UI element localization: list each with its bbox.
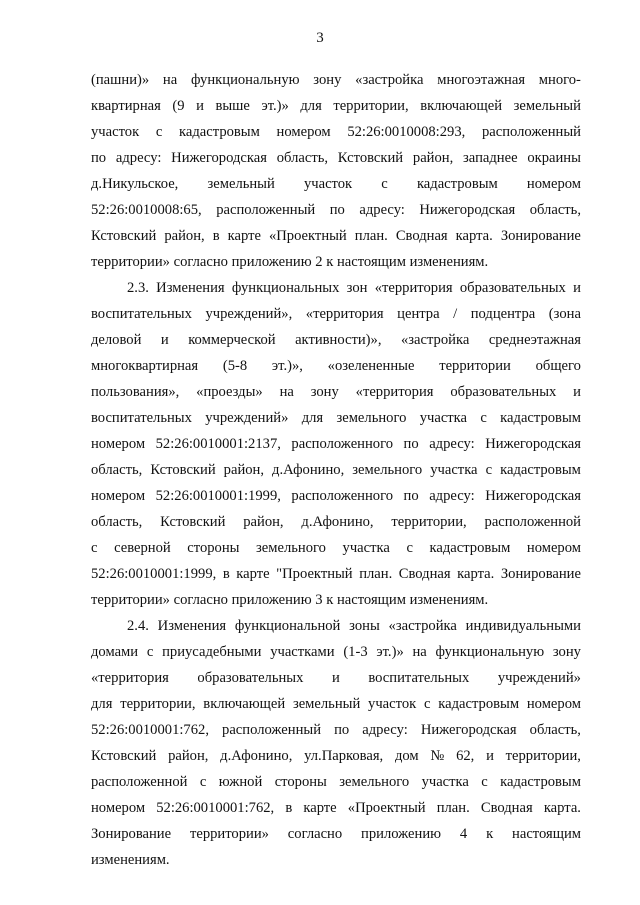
word: Сводная <box>395 228 448 244</box>
word: зон <box>346 280 368 296</box>
word: приложению <box>361 826 442 842</box>
word: многоэтажная <box>437 72 526 88</box>
word: и <box>573 280 581 296</box>
word: Зонирование <box>500 228 581 244</box>
word: учреждений» <box>497 670 581 686</box>
word: (5-8 <box>222 358 248 374</box>
word: 52:26:0010001:762, <box>156 800 275 816</box>
word: Зонирование <box>91 826 172 842</box>
word: земельный <box>292 696 361 712</box>
word: зону <box>313 72 342 88</box>
word: в <box>212 228 220 244</box>
paragraph-2-line-6 <box>91 408 581 428</box>
word: расположенный <box>481 124 581 140</box>
word: с <box>485 462 493 478</box>
word: дом <box>394 748 419 764</box>
word: кадастровым <box>416 176 498 192</box>
word: Нижегородская <box>485 436 581 452</box>
word: Нижегородская <box>419 202 516 218</box>
word: территории, <box>505 748 581 764</box>
word: по <box>329 202 345 218</box>
word: номером <box>526 176 581 192</box>
word: адресу: <box>359 202 405 218</box>
word: южной <box>218 774 263 790</box>
word: Изменения <box>157 618 227 634</box>
word: на <box>279 384 294 400</box>
paragraph-3-line-7 <box>91 772 581 792</box>
word: область, <box>91 514 143 530</box>
word: участка <box>430 462 478 478</box>
word: расположенной <box>484 514 581 530</box>
word: участок <box>91 124 140 140</box>
word: Кстовский <box>91 228 157 244</box>
word: выше <box>215 98 250 114</box>
paragraph-3-line-9 <box>91 824 581 844</box>
word: пользования», <box>91 384 180 400</box>
paragraph-3-line-5 <box>91 720 581 740</box>
paragraph-2-line-8 <box>91 460 581 480</box>
word: номером <box>91 800 146 816</box>
word: территории <box>439 358 511 374</box>
word: район, <box>223 462 265 478</box>
word: в <box>222 566 230 582</box>
paragraph-1-line-6 <box>91 200 581 220</box>
word: план. <box>436 800 470 816</box>
word: и <box>196 98 204 114</box>
word: Нижегородская <box>420 722 517 738</box>
paragraph-1-line-5 <box>91 174 581 194</box>
word: образовательных <box>450 384 557 400</box>
word: Кстовский <box>160 514 226 530</box>
word: адресу: <box>115 150 162 166</box>
word: зону <box>552 644 581 660</box>
word: по <box>91 150 107 166</box>
paragraph-2-line-13 <box>91 590 581 610</box>
word: по <box>334 722 350 738</box>
word: на <box>162 72 178 88</box>
word: "Проектный <box>276 566 353 582</box>
word: карта. <box>455 228 493 244</box>
word: «территория <box>355 384 434 400</box>
word: домами <box>91 644 139 660</box>
word: д.Афонино, <box>220 748 293 764</box>
word: образовательных <box>459 280 566 296</box>
word: для <box>91 696 113 712</box>
word: район, <box>168 748 209 764</box>
word: 52:26:0010001:762, <box>91 722 209 738</box>
word: активности)», <box>295 332 382 348</box>
word: (пашни)» <box>91 72 150 88</box>
word: стороны <box>187 540 240 556</box>
word: кадастровым <box>500 774 581 790</box>
word: Изменения <box>156 280 225 296</box>
word: Сводная <box>480 800 533 816</box>
word: участка <box>419 410 468 426</box>
word: расположенный <box>216 202 316 218</box>
word: для <box>301 410 324 426</box>
word: с <box>481 774 488 790</box>
word: зоны <box>349 618 380 634</box>
word: кадастровым <box>179 124 260 140</box>
word: для <box>300 98 322 114</box>
word: район, <box>164 228 205 244</box>
word: 2.4. <box>127 618 149 634</box>
word: (9 <box>172 98 185 114</box>
word: «территория <box>305 306 384 322</box>
word: «территория <box>374 280 453 296</box>
word: эт.)» <box>376 644 404 660</box>
word: подцентра <box>470 306 536 322</box>
word: к <box>486 826 494 842</box>
paragraph-1-line-2 <box>91 96 581 116</box>
paragraph-2-line-1 <box>127 278 581 298</box>
paragraph-3-line-8 <box>91 798 581 818</box>
paragraph-2-line-5 <box>91 382 581 402</box>
word: с <box>381 176 388 192</box>
word: участками <box>270 644 335 660</box>
word: 2.3. <box>127 280 149 296</box>
word: номером <box>91 488 146 504</box>
word: с <box>480 410 487 426</box>
word: «застройка <box>388 618 457 634</box>
paragraph-3-line-3 <box>91 668 581 688</box>
paragraph-3-line-10 <box>91 850 581 870</box>
word: приусадебными <box>162 644 262 660</box>
word: 52:26:0010001:2137, <box>155 436 281 452</box>
word: Кстовский <box>91 748 157 764</box>
word: на <box>412 644 427 660</box>
word: зону <box>310 384 339 400</box>
word: эт.)» <box>261 98 289 114</box>
word: воспитательных <box>91 410 192 426</box>
word: карте <box>303 800 337 816</box>
word: (зона <box>548 306 581 322</box>
word: номером <box>526 540 581 556</box>
word: территории, <box>333 98 409 114</box>
word: / <box>453 306 458 322</box>
paragraph-2-line-11 <box>91 538 581 558</box>
paragraph-2-line-3 <box>91 330 581 350</box>
word: западнее <box>463 150 518 166</box>
paragraph-3-line-4 <box>91 694 581 714</box>
word: среднеэтажная <box>488 332 581 348</box>
word: адресу: <box>429 488 475 504</box>
paragraph-2-line-10 <box>91 512 581 532</box>
word: номером <box>276 124 331 140</box>
word: функциональную <box>435 644 545 660</box>
word: кадастровым <box>429 540 511 556</box>
paragraph-3-line-1 <box>127 616 581 636</box>
word: область, <box>276 150 328 166</box>
word: карта. <box>457 566 495 582</box>
word: «Проектный <box>347 800 426 816</box>
word: функциональную <box>190 72 300 88</box>
word: 52:26:0010008:293, <box>347 124 466 140</box>
word: область, <box>91 462 143 478</box>
word: с <box>91 540 98 556</box>
word: стороны <box>274 774 327 790</box>
word: с <box>424 696 431 712</box>
word: кадастровым <box>500 462 581 478</box>
word: по <box>403 436 419 452</box>
word: план. <box>359 566 393 582</box>
word: и <box>573 384 581 400</box>
word: область, <box>529 202 581 218</box>
word: много- <box>538 72 581 88</box>
word: по <box>403 488 419 504</box>
word: коммерческой <box>188 332 276 348</box>
paragraph-2-line-12 <box>91 564 581 584</box>
word: 52:26:0010008:65, <box>91 202 202 218</box>
page-number: 3 <box>316 30 324 46</box>
word: Кстовский <box>150 462 216 478</box>
paragraph-2-line-2 <box>91 304 581 324</box>
word: образовательных <box>197 670 304 686</box>
word: «застройка <box>400 332 470 348</box>
word: адресу: <box>362 722 408 738</box>
word: «территория <box>91 670 169 686</box>
word: Кстовский <box>337 150 404 166</box>
paragraph-1-line-8 <box>91 252 581 272</box>
word: изменениям. <box>91 852 170 868</box>
word: адресу: <box>429 436 475 452</box>
word: эт.)», <box>271 358 303 374</box>
paragraph-2-line-9 <box>91 486 581 506</box>
paragraph-1-line-4 <box>91 148 581 168</box>
paragraph-1-line-3 <box>91 122 581 142</box>
word: земельного <box>256 540 326 556</box>
word: номером <box>91 436 146 452</box>
word: д.Афонино, <box>272 462 345 478</box>
word: Нижегородская <box>485 488 581 504</box>
word: включающей <box>203 696 286 712</box>
word: район, <box>243 514 284 530</box>
word: воспитательных <box>368 670 470 686</box>
word: территории» согласно приложению 2 к настоящим изменениям. <box>91 254 489 270</box>
word: территории, <box>391 514 467 530</box>
word: Сводная <box>398 566 451 582</box>
word: функциональных <box>231 280 340 296</box>
paragraph-1-line-1 <box>91 70 581 90</box>
word: «застройка <box>355 72 424 88</box>
word: расположенный <box>222 722 322 738</box>
word: кадастровым <box>500 410 581 426</box>
word: расположенного <box>291 436 394 452</box>
word: 62, <box>456 748 475 764</box>
word: земельного <box>336 410 407 426</box>
word: д.Никульское, <box>91 176 179 192</box>
paragraph-2-line-4 <box>91 356 581 376</box>
word: «Проектный <box>268 228 347 244</box>
word: в <box>285 800 293 816</box>
word: территории» <box>189 826 269 842</box>
word: согласно <box>287 826 343 842</box>
word: номером <box>526 696 581 712</box>
word: расположенной <box>91 774 188 790</box>
word: с <box>406 540 413 556</box>
word: и <box>331 670 340 686</box>
word: карте <box>227 228 261 244</box>
paragraph-3-line-2 <box>91 642 581 662</box>
word: индивидуальными <box>465 618 581 634</box>
word: земельный <box>207 176 275 192</box>
word: план. <box>354 228 388 244</box>
word: расположенного <box>291 488 394 504</box>
word: окраины <box>527 150 581 166</box>
word: учреждений», <box>205 306 293 322</box>
word: участок <box>303 176 353 192</box>
word: карта. <box>543 800 581 816</box>
word: 52:26:0010001:1999, <box>91 566 217 582</box>
paragraph-1-line-7 <box>91 226 581 246</box>
word: участок <box>368 696 417 712</box>
word: воспитательных <box>91 306 192 322</box>
word: центра <box>397 306 440 322</box>
word: Зонирование <box>500 566 581 582</box>
word: карте <box>236 566 270 582</box>
word: территории, <box>120 696 196 712</box>
word: кадастровым <box>438 696 520 712</box>
word: квартирная <box>91 98 161 114</box>
word: и <box>160 332 169 348</box>
word: с <box>155 124 163 140</box>
word: участка <box>421 774 469 790</box>
word: и <box>486 748 494 764</box>
word: включающей <box>420 98 503 114</box>
word: 52:26:0010001:1999, <box>155 488 281 504</box>
word: Нижегородская <box>171 150 267 166</box>
word: район, <box>412 150 454 166</box>
word: учреждений» <box>205 410 289 426</box>
word: земельного <box>352 462 423 478</box>
word: ул.Парковая, <box>304 748 384 764</box>
word: функциональной <box>234 618 341 634</box>
paragraph-3-line-6 <box>91 746 581 766</box>
word: настоящим <box>512 826 581 842</box>
word: северной <box>114 540 171 556</box>
word: (1-3 <box>343 644 368 660</box>
word: общего <box>535 358 581 374</box>
word: область, <box>529 722 581 738</box>
word: 4 <box>459 826 468 842</box>
word: земельного <box>339 774 410 790</box>
word: № <box>430 748 445 764</box>
word: д.Афонино, <box>301 514 374 530</box>
word: с <box>146 644 154 660</box>
word: многоквартирная <box>91 358 199 374</box>
word: земельный <box>513 98 581 114</box>
word: участка <box>342 540 390 556</box>
word: деловой <box>91 332 142 348</box>
paragraph-2-line-7 <box>91 434 581 454</box>
word: территории» согласно приложению 3 к настоящим изменениям. <box>91 592 489 608</box>
word: «озелененные <box>327 358 415 374</box>
word: «проезды» <box>196 384 263 400</box>
word: с <box>199 774 207 790</box>
